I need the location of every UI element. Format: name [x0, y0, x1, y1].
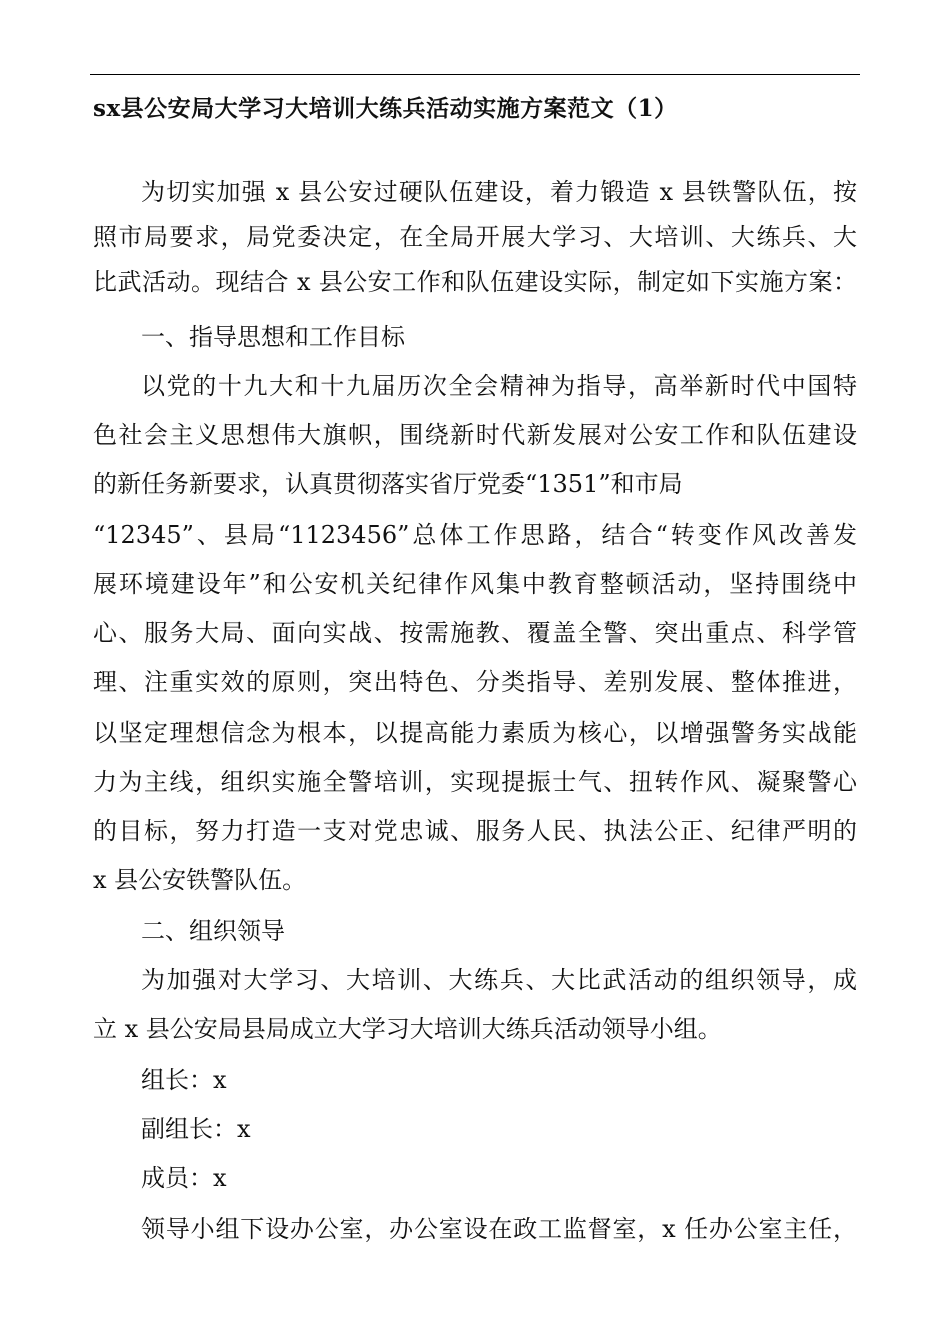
text-line: 领导小组下设办公室，办公室设在政工监督室，x 任办公室主任，: [141, 1215, 857, 1243]
text-line: x 县公安铁警队伍。: [93, 866, 307, 894]
text-line: 展环境建设年”和公安机关纪律作风集中教育整顿活动，坚持围绕中: [93, 570, 857, 598]
text-line: 理、注重实效的原则，突出特色、分类指导、差别发展、整体推进，: [93, 668, 857, 696]
text-line: 心、服务大局、面向实战、按需施教、覆盖全警、突出重点、科学管: [93, 619, 857, 647]
text-line: 立 x 县公安局县局成立大学习大培训大练兵活动领导小组。: [93, 1015, 722, 1043]
header-rule: [90, 74, 860, 75]
text-line: 为加强对大学习、大培训、大练兵、大比武活动的组织领导，成: [141, 966, 857, 994]
text-line: 力为主线，组织实施全警培训，实现提振士气、扭转作风、凝聚警心: [93, 768, 857, 796]
text-line: 照市局要求，局党委决定，在全局开展大学习、大培训、大练兵、大: [93, 223, 857, 251]
text-line: 以坚定理想信念为根本，以提高能力素质为核心，以增强警务实战能: [93, 719, 857, 747]
text-line: 副组长：x: [141, 1115, 251, 1143]
text-line: 以党的十九大和十九届历次全会精神为指导，高举新时代中国特: [141, 372, 857, 400]
text-line: 为切实加强 x 县公安过硬队伍建设，着力锻造 x 县铁警队伍，按: [141, 178, 857, 206]
text-line: 的新任务新要求，认真贯彻落实省厅党委“1351”和市局: [93, 470, 683, 498]
text-line: 一、指导思想和工作目标: [141, 323, 405, 351]
text-line: 二、组织领导: [141, 917, 285, 945]
document-title: sx县公安局大学习大培训大练兵活动实施方案范文（1）: [93, 95, 678, 122]
text-line: 的目标，努力打造一支对党忠诚、服务人民、执法公正、纪律严明的: [93, 817, 857, 845]
text-line: 色社会主义思想伟大旗帜，围绕新时代新发展对公安工作和队伍建设: [93, 421, 857, 449]
text-line: 组长：x: [141, 1066, 227, 1094]
text-line: “12345”、县局“1123456”总体工作思路，结合“转变作风改善发: [93, 521, 857, 549]
text-line: 比武活动。现结合 x 县公安工作和队伍建设实际，制定如下实施方案：: [93, 268, 857, 296]
text-line: 成员：x: [141, 1164, 227, 1192]
